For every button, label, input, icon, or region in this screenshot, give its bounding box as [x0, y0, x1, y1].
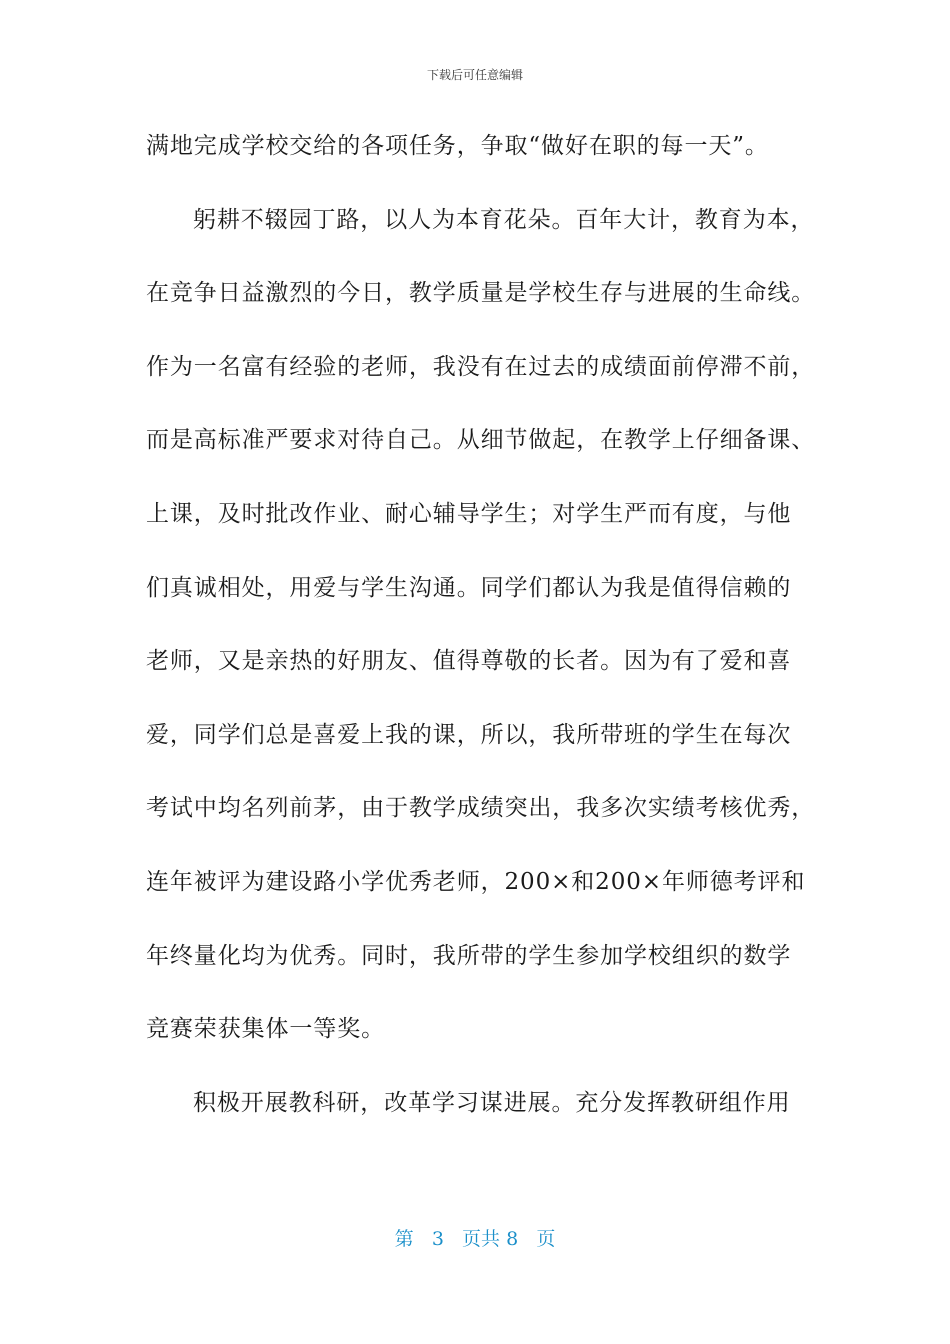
paragraph-line: 在竞争日益激烈的今日，教学质量是学校生存与进展的生命线。 — [146, 280, 816, 307]
paragraph-line: 连年被评为建设路小学优秀老师，200×和200×年师德考评和 — [146, 868, 806, 895]
footer-label-page: 第 — [394, 1228, 414, 1250]
document-body — [146, 118, 816, 1148]
paragraph-line: 爱，同学们总是喜爱上我的课，所以，我所带班的学生在每次 — [146, 721, 792, 748]
page-footer — [0, 1224, 950, 1251]
paragraph-line: 积极开展教科研，改革学习谋进展。充分发挥教研组作用 — [193, 1089, 791, 1116]
paragraph-line: 满地完成学校交给的各项任务，争取“做好在职的每一天”。 — [146, 133, 769, 159]
footer-label-unit: 页 — [536, 1228, 556, 1250]
paragraph-line: 们真诚相处，用爱与学生沟通。同学们都认为我是值得信赖的 — [146, 574, 792, 601]
paragraph-line: 年终量化均为优秀。同时，我所带的学生参加学校组织的数学 — [146, 942, 792, 969]
footer-label-of: 页共 — [462, 1228, 501, 1250]
paragraph-line: 而是高标准严要求对待自己。从细节做起，在教学上仔细备课、 — [146, 427, 816, 454]
paragraph-line: 上课，及时批改作业、耐心辅导学生；对学生严而有度，与他 — [146, 500, 792, 527]
paragraph-line: 躬耕不辍园丁路，以人为本育花朵。百年大计，教育为本， — [193, 206, 815, 233]
paragraph-line: 竞赛荣获集体一等奖。 — [146, 1016, 385, 1043]
paragraph-line: 老师，又是亲热的好朋友、值得尊敬的长者。因为有了爱和喜 — [146, 648, 792, 675]
footer-current-page: 3 — [431, 1228, 444, 1250]
footer-total-pages: 8 — [506, 1228, 519, 1250]
paragraph-line: 作为一名富有经验的老师，我没有在过去的成绩面前停滞不前， — [146, 353, 816, 380]
paragraph-line: 考试中均名列前茅，由于教学成绩突出，我多次实绩考核优秀， — [146, 795, 816, 822]
page-header-note: 下载后可任意编辑 — [426, 68, 523, 82]
